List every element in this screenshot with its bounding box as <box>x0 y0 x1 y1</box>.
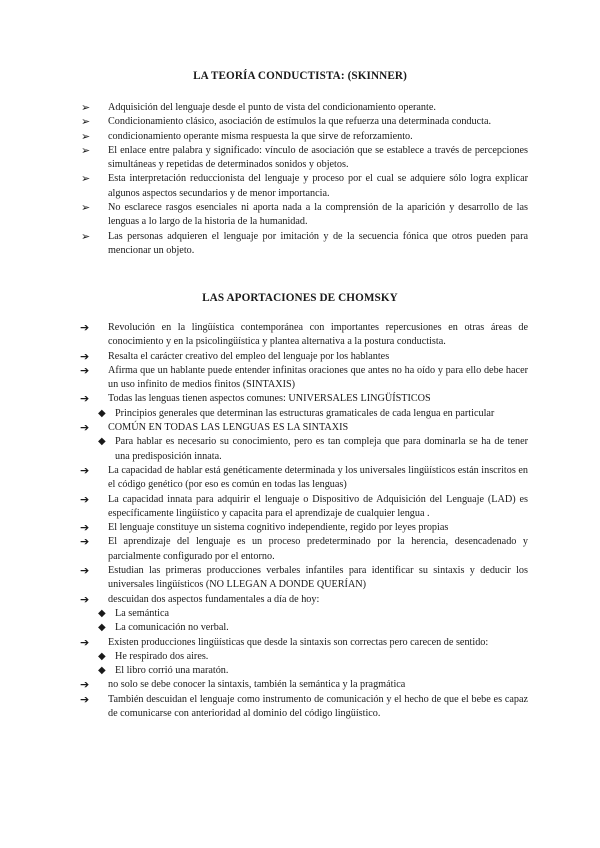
arrowhead-bullet-icon: ➢ <box>81 229 91 243</box>
list-item <box>78 564 528 593</box>
section-title-conductista: LA TEORÍA CONDUCTISTA: (SKINNER) <box>193 70 407 82</box>
arrow-bullet-icon: ➔ <box>80 421 90 435</box>
arrowhead-bullet-icon: ➢ <box>81 143 91 157</box>
sub-list-item <box>78 650 528 664</box>
list-item-text: condicionamiento operante misma respuesta la que sirve de reforzamiento. <box>108 130 413 142</box>
arrow-bullet-icon: ➔ <box>80 692 90 706</box>
list-item-text: El aprendizaje del lenguaje es un proceso predeterminado por la herencia, desencadenado y parcialmente configurado por el entorno. <box>108 536 528 562</box>
sub-list-item <box>78 435 528 464</box>
arrow-bullet-icon: ➔ <box>80 535 90 549</box>
list-item-text: La capacidad de hablar está genéticamente determinada y los universales lingüísticos están inscritos en el código genético (por eso es común en todas las lenguas) <box>108 464 528 491</box>
diamond-bullet-icon: ◆ <box>98 622 106 634</box>
list-item <box>78 364 528 393</box>
arrowhead-bullet-icon: ➢ <box>81 201 91 215</box>
diamond-bullet-icon: ◆ <box>98 607 106 619</box>
list-item <box>78 201 528 230</box>
arrowhead-bullet-icon: ➢ <box>81 172 91 186</box>
sub-list-item-text: Para hablar es necesario su conocimiento, pero es tan compleja que para dominarla se ha de tener una predisposición innata. <box>115 436 528 462</box>
arrow-bullet-icon: ➔ <box>80 349 90 363</box>
list-item-text: El lenguaje constituye un sistema cognitivo independiente, regido por leyes propias <box>108 522 449 534</box>
list-item-text: El enlace entre palabra y significado: vínculo de asociación que se establece a través de percepciones simultáneas y repetidas de determinados sonidos y objetos. <box>108 144 528 171</box>
sub-list-item-text: La comunicación no verbal. <box>115 622 229 634</box>
list-item-text: Todas las lenguas tienen aspectos comunes: UNIVERSALES LINGÜÍSTICOS <box>108 393 431 405</box>
list-item-text: Existen producciones lingüísticas que desde la sintaxis son correctas pero carecen de sentido: <box>108 636 489 648</box>
list-item-text: Adquisición del lenguaje desde el punto de vista del condicionamiento operante. <box>108 102 436 113</box>
sub-list-item <box>78 621 528 635</box>
list-item <box>78 321 528 350</box>
list-item-text: COMÚN EN TODAS LAS LENGUAS ES LA SINTAXIS <box>108 422 349 434</box>
list-item-text: no solo se debe conocer la sintaxis, también la semántica y la pragmática <box>108 679 406 691</box>
diamond-bullet-icon: ◆ <box>98 665 106 677</box>
diamond-bullet-icon: ◆ <box>98 650 106 662</box>
list-item <box>78 464 528 493</box>
arrow-bullet-icon: ➔ <box>80 635 90 649</box>
list-item-text: Revolución en la lingüística contemporánea con importantes repercusiones en otras áreas de conocimiento y en la psicolingüística y plantea alternativa a la postura conductista. <box>108 322 528 348</box>
arrowhead-bullet-icon: ➢ <box>81 115 91 129</box>
list-item <box>78 392 528 406</box>
sub-list-item <box>78 664 528 678</box>
sub-list-item-text: Principios generales que determinan las estructuras gramaticales de cada lengua en particular <box>115 407 495 419</box>
list-item-text: También descuidan el lenguaje como instrumento de comunicación y el hecho de que el bebe es capaz de comunicarse con anterioridad al dominio del código lingüístico. <box>108 693 528 720</box>
arrow-bullet-icon: ➔ <box>80 592 90 606</box>
list-item-text: Esta interpretación reduccionista del lenguaje y proceso por el cual se adquiere sólo logra explicar algunos aspectos secundarios y de menor importancia. <box>108 173 528 199</box>
list-item-text: Afirma que un hablante puede entender infinitas oraciones que antes no ha oído y para ello debe hacer un uso infinito de medios finitos (SINTAXIS) <box>108 364 528 391</box>
arrow-bullet-icon: ➔ <box>80 321 90 334</box>
sub-list-item <box>78 607 528 621</box>
list-item <box>78 493 528 522</box>
list-item <box>78 593 528 607</box>
arrow-bullet-icon: ➔ <box>80 363 90 377</box>
list-item <box>78 350 528 364</box>
arrow-bullet-icon: ➔ <box>80 521 90 535</box>
list-item-text: descuidan dos aspectos fundamentales a día de hoy: <box>108 593 320 605</box>
list-item-text: La capacidad innata para adquirir el lenguaje o Dispositivo de Adquisición del Lenguaje (LAD) es específicamente lingüístico y capacita para el aprendizaje de cualquier lengua . <box>108 493 528 519</box>
list-item <box>78 535 528 564</box>
sub-list-item <box>78 407 528 421</box>
list-item <box>78 636 528 650</box>
list-item <box>78 101 528 115</box>
list-item <box>78 172 528 201</box>
arrow-bullet-icon: ➔ <box>80 492 90 506</box>
diamond-bullet-icon: ◆ <box>98 407 106 419</box>
list-item <box>78 678 528 692</box>
arrow-bullet-icon: ➔ <box>80 463 90 477</box>
arrow-bullet-icon: ➔ <box>80 678 90 692</box>
list-item-text: Estudian las primeras producciones verbales infantiles para identificar su sintaxis y deducir los universales lingüísticos (NO LLEGAN A DONDE QUERÍAN) <box>108 565 528 591</box>
list-item <box>78 521 528 535</box>
list-item <box>78 421 528 435</box>
list-item <box>78 130 528 144</box>
arrowhead-bullet-icon: ➢ <box>81 101 91 114</box>
conductista-list <box>78 101 528 258</box>
sub-list-item-text: El libro corrió una maratón. <box>115 665 229 677</box>
diamond-bullet-icon: ◆ <box>98 436 106 448</box>
list-item-text: Las personas adquieren el lenguaje por imitación y de la secuencia fónica que otros pueden para mencionar un objeto. <box>108 230 528 256</box>
chomsky-list <box>78 321 528 721</box>
list-item-text: Condicionamiento clásico, asociación de estímulos la que refuerza una determinada conducta. <box>108 116 492 128</box>
list-item <box>78 144 528 173</box>
list-item <box>78 115 528 129</box>
section-title-chomsky: LAS APORTACIONES DE CHOMSKY <box>202 292 398 304</box>
arrowhead-bullet-icon: ➢ <box>81 129 91 143</box>
arrow-bullet-icon: ➔ <box>80 564 90 578</box>
list-item <box>78 230 528 259</box>
sub-list-item-text: La semántica <box>115 607 170 619</box>
arrow-bullet-icon: ➔ <box>80 392 90 406</box>
list-item-text: Resalta el carácter creativo del empleo del lenguaje por los hablantes <box>108 350 390 362</box>
list-item <box>78 693 528 722</box>
sub-list-item-text: He respirado dos aires. <box>115 650 209 662</box>
list-item-text: No esclarece rasgos esenciales ni aporta nada a la comprensión de la aparición y desarrollo de las lenguas a lo largo de la historia de la humanidad. <box>108 202 528 228</box>
